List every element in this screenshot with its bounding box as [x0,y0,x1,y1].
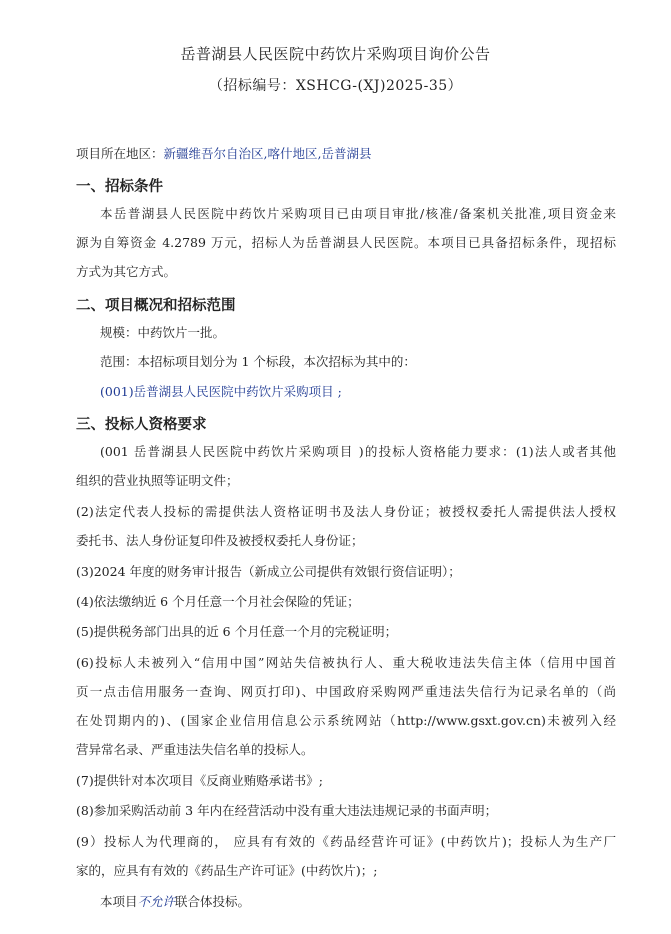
requirement-line: 页一点击信用服务一查询、网页打印)、中国政府采购网严重违法失信行为记录名单的（尚 [76,684,616,699]
section-heading-overview: 二、项目概况和招标范围 [76,298,236,314]
requirement-line: (2)法定代表人投标的需提供法人资格证明书及法人身份证；被授权委托人需提供法人授权 [76,504,616,519]
section-heading-conditions: 一、招标条件 [76,179,163,195]
section-heading-qualifications: 三、投标人资格要求 [76,417,207,433]
joint-suffix: 联合体投标。 [175,894,251,909]
project-scope: 范围：本招标项目划分为 1 个标段，本次招标为其中的： [100,354,416,369]
requirement-line: (8)参加采购活动前 3 年内在经营活动中没有重大违法违规记录的书面声明； [76,803,498,818]
project-location [76,146,616,162]
location-value: 新疆维吾尔自治区,喀什地区,岳普湖县 [163,146,372,161]
lot-item: (001)岳普湖县人民医院中药饮片采购项目 ; [100,384,342,399]
requirement-line: (6)投标人未被列入“信用中国”网站失信被执行人、重大税收违法失信主体（信用中国首 [76,655,616,670]
requirement-line: 组织的营业执照等证明文件； [76,473,239,488]
paragraph-line: 方式为其它方式。 [76,264,177,279]
requirement-line: 委托书、法人身份证复印件及被授权委托人身份证； [76,533,364,548]
joint-value: 不允许 [137,894,176,909]
requirement-line: (4)依法缴纳近 6 个月任意一个月社会保险的凭证； [76,594,360,609]
requirement-line: 营异常名录、严重违法失信名单的投标人。 [76,742,314,757]
project-scale: 规模：中药饮片一批。 [100,325,226,340]
paragraph-line: 本岳普湖县人民医院中药饮片采购项目已由项目审批/核准/备案机关批准,项目资金来 [100,206,616,221]
location-label: 项目所在地区： [76,146,164,161]
requirement-line: 家的，应具有有效的《药品生产许可证》(中药饮片)；; [76,863,378,878]
requirement-line: (3)2024 年度的财务审计报告（新成立公司提供有效银行资信证明）； [76,564,461,579]
joint-prefix: 本项目 [100,894,138,909]
page-title: 岳普湖县人民医院中药饮片采购项目询价公告 [180,45,491,63]
requirement-line: (5)提供税务部门出具的近 6 个月任意一个月的完税证明； [76,624,398,639]
tender-code: （招标编号：XSHCG-(XJ)2025-35） [208,78,463,94]
joint-bidding-note [100,894,616,910]
requirement-line: (001 岳普湖县人民医院中药饮片采购项目 )的投标人资格能力要求：(1)法人或者其他 [100,444,616,459]
requirement-line: 在处罚期内的)、(国家企业信用信息公示系统网站（http://www.gsxt.gov.cn)未被列入经 [76,713,616,728]
requirement-line: (9）投标人为代理商的， 应具有有效的《药品经营许可证》(中药饮片)；投标人为生产厂 [76,834,616,849]
paragraph-line: 源为自筹资金 4.2789 万元，招标人为岳普湖县人民医院。本项目已具备招标条件，现招标 [76,235,616,250]
requirement-line: (7)提供针对本次项目《反商业贿赂承诺书》; [76,773,323,788]
